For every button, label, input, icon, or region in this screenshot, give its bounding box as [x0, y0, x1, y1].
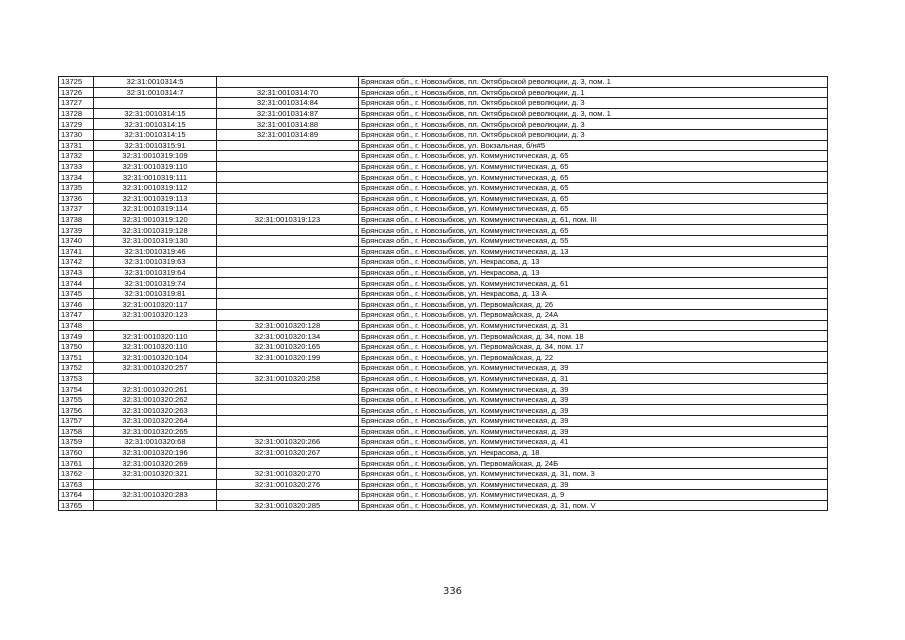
cadastral-number-cell: 32:31:0010314:15	[94, 129, 217, 140]
row-number-cell: 13752	[59, 363, 94, 374]
address-cell: Брянская обл., г. Новозыбков, ул. Коммунистическая, д. 39	[359, 384, 828, 395]
address-cell: Брянская обл., г. Новозыбков, ул. Коммунистическая, д. 61	[359, 278, 828, 289]
related-cadastral-number-cell: 32:31:0010319:123	[217, 214, 359, 225]
address-cell: Брянская обл., г. Новозыбков, ул. Первомайская, д. 34, пом. 17	[359, 341, 828, 352]
related-cadastral-number-cell	[217, 77, 359, 88]
row-number-cell: 13749	[59, 331, 94, 342]
cadastral-number-cell: 32:31:0010314:15	[94, 119, 217, 130]
address-cell: Брянская обл., г. Новозыбков, ул. Коммунистическая, д. 65	[359, 161, 828, 172]
related-cadastral-number-cell: 32:31:0010314:89	[217, 129, 359, 140]
related-cadastral-number-cell	[217, 490, 359, 501]
cadastral-number-cell: 32:31:0010319:110	[94, 161, 217, 172]
related-cadastral-number-cell	[217, 140, 359, 151]
related-cadastral-number-cell: 32:31:0010320:266	[217, 437, 359, 448]
related-cadastral-number-cell: 32:31:0010320:165	[217, 341, 359, 352]
address-cell: Брянская обл., г. Новозыбков, ул. Коммунистическая, д. 65	[359, 225, 828, 236]
cadastral-number-cell: 32:31:0010314:5	[94, 77, 217, 88]
related-cadastral-number-cell	[217, 288, 359, 299]
table-row	[59, 246, 828, 257]
related-cadastral-number-cell	[217, 267, 359, 278]
related-cadastral-number-cell	[217, 405, 359, 416]
address-cell: Брянская обл., г. Новозыбков, ул. Коммунистическая, д. 55	[359, 235, 828, 246]
row-number-cell: 13751	[59, 352, 94, 363]
cadastral-number-cell: 32:31:0010320:263	[94, 405, 217, 416]
cadastral-number-cell: 32:31:0010320:265	[94, 426, 217, 437]
row-number-cell: 13729	[59, 119, 94, 130]
related-cadastral-number-cell: 32:31:0010320:285	[217, 500, 359, 511]
cadastral-number-cell: 32:31:0010319:46	[94, 246, 217, 257]
address-cell: Брянская обл., г. Новозыбков, ул. Первомайская, д. 26	[359, 299, 828, 310]
table-row	[59, 140, 828, 151]
row-number-cell: 13735	[59, 182, 94, 193]
address-cell: Брянская обл., г. Новозыбков, ул. Некрасова, д. 13	[359, 267, 828, 278]
table-row	[59, 119, 828, 130]
related-cadastral-number-cell: 32:31:0010320:267	[217, 447, 359, 458]
table-row	[59, 288, 828, 299]
table-row	[59, 310, 828, 321]
table-row	[59, 500, 828, 511]
table-row	[59, 416, 828, 427]
row-number-cell: 13763	[59, 479, 94, 490]
related-cadastral-number-cell: 32:31:0010320:128	[217, 320, 359, 331]
address-cell: Брянская обл., г. Новозыбков, пл. Октябрьской революции, д. 3, пом. 1	[359, 77, 828, 88]
row-number-cell: 13734	[59, 172, 94, 183]
cadastral-number-cell: 32:31:0010315:91	[94, 140, 217, 151]
row-number-cell: 13747	[59, 310, 94, 321]
cadastral-number-cell: 32:31:0010319:81	[94, 288, 217, 299]
row-number-cell: 13757	[59, 416, 94, 427]
address-cell: Брянская обл., г. Новозыбков, ул. Коммунистическая, д. 13	[359, 246, 828, 257]
cadastral-number-cell: 32:31:0010319:74	[94, 278, 217, 289]
row-number-cell: 13761	[59, 458, 94, 469]
cadastral-number-cell: 32:31:0010320:269	[94, 458, 217, 469]
related-cadastral-number-cell	[217, 235, 359, 246]
related-cadastral-number-cell	[217, 363, 359, 374]
cadastral-number-cell: 32:31:0010320:110	[94, 331, 217, 342]
cadastral-number-cell	[94, 500, 217, 511]
table-row	[59, 87, 828, 98]
related-cadastral-number-cell	[217, 458, 359, 469]
address-cell: Брянская обл., г. Новозыбков, пл. Октябрьской революции, д. 3	[359, 129, 828, 140]
related-cadastral-number-cell: 32:31:0010314:87	[217, 108, 359, 119]
address-cell: Брянская обл., г. Новозыбков, ул. Коммунистическая, д. 39	[359, 405, 828, 416]
table-row	[59, 341, 828, 352]
row-number-cell: 13764	[59, 490, 94, 501]
table-row	[59, 468, 828, 479]
row-number-cell: 13753	[59, 373, 94, 384]
page-number: 336	[442, 586, 463, 597]
address-cell: Брянская обл., г. Новозыбков, ул. Коммунистическая, д. 41	[359, 437, 828, 448]
related-cadastral-number-cell	[217, 172, 359, 183]
address-cell: Брянская обл., г. Новозыбков, ул. Коммунистическая, д. 65	[359, 151, 828, 162]
related-cadastral-number-cell	[217, 426, 359, 437]
table-row	[59, 405, 828, 416]
cadastral-number-cell	[94, 98, 217, 109]
related-cadastral-number-cell: 32:31:0010314:88	[217, 119, 359, 130]
address-cell: Брянская обл., г. Новозыбков, ул. Вокзальная, б/н#5	[359, 140, 828, 151]
table-row	[59, 267, 828, 278]
row-number-cell: 13756	[59, 405, 94, 416]
related-cadastral-number-cell	[217, 246, 359, 257]
row-number-cell: 13758	[59, 426, 94, 437]
table-row	[59, 204, 828, 215]
table-row	[59, 193, 828, 204]
table-row	[59, 278, 828, 289]
cadastral-number-cell: 32:31:0010320:262	[94, 394, 217, 405]
row-number-cell: 13762	[59, 468, 94, 479]
address-cell: Брянская обл., г. Новозыбков, ул. Коммунистическая, д. 39	[359, 416, 828, 427]
cadastral-number-cell: 32:31:0010319:109	[94, 151, 217, 162]
row-number-cell: 13748	[59, 320, 94, 331]
cadastral-number-cell	[94, 320, 217, 331]
cadastral-number-cell: 32:31:0010319:63	[94, 257, 217, 268]
table-row	[59, 373, 828, 384]
related-cadastral-number-cell	[217, 257, 359, 268]
table-row	[59, 129, 828, 140]
related-cadastral-number-cell	[217, 151, 359, 162]
related-cadastral-number-cell	[217, 161, 359, 172]
row-number-cell: 13759	[59, 437, 94, 448]
table-row	[59, 235, 828, 246]
address-cell: Брянская обл., г. Новозыбков, ул. Некрасова, д. 13 А	[359, 288, 828, 299]
address-cell: Брянская обл., г. Новозыбков, пл. Октябрьской революции, д. 1	[359, 87, 828, 98]
address-cell: Брянская обл., г. Новозыбков, пл. Октябрьской революции, д. 3, пом. 1	[359, 108, 828, 119]
address-cell: Брянская обл., г. Новозыбков, ул. Первомайская, д. 24А	[359, 310, 828, 321]
table-row	[59, 320, 828, 331]
cadastral-number-cell: 32:31:0010320:321	[94, 468, 217, 479]
table-row	[59, 172, 828, 183]
registry-table-body	[59, 77, 828, 511]
cadastral-number-cell: 32:31:0010320:264	[94, 416, 217, 427]
address-cell: Брянская обл., г. Новозыбков, ул. Коммунистическая, д. 61, пом. III	[359, 214, 828, 225]
table-row	[59, 437, 828, 448]
row-number-cell: 13732	[59, 151, 94, 162]
cadastral-number-cell: 32:31:0010320:196	[94, 447, 217, 458]
table-row	[59, 299, 828, 310]
cadastral-number-cell: 32:31:0010320:68	[94, 437, 217, 448]
table-row	[59, 490, 828, 501]
address-cell: Брянская обл., г. Новозыбков, ул. Коммунистическая, д. 65	[359, 193, 828, 204]
table-row	[59, 458, 828, 469]
row-number-cell: 13754	[59, 384, 94, 395]
table-row	[59, 151, 828, 162]
table-row	[59, 225, 828, 236]
address-cell: Брянская обл., г. Новозыбков, ул. Коммунистическая, д. 39	[359, 479, 828, 490]
row-number-cell: 13746	[59, 299, 94, 310]
cadastral-number-cell: 32:31:0010320:261	[94, 384, 217, 395]
cadastral-number-cell: 32:31:0010320:117	[94, 299, 217, 310]
related-cadastral-number-cell: 32:31:0010314:70	[217, 87, 359, 98]
registry-table	[58, 76, 828, 511]
cadastral-number-cell: 32:31:0010320:283	[94, 490, 217, 501]
cadastral-number-cell: 32:31:0010320:123	[94, 310, 217, 321]
related-cadastral-number-cell	[217, 225, 359, 236]
table-row	[59, 77, 828, 88]
table-row	[59, 257, 828, 268]
cadastral-number-cell: 32:31:0010319:64	[94, 267, 217, 278]
row-number-cell: 13755	[59, 394, 94, 405]
row-number-cell: 13738	[59, 214, 94, 225]
row-number-cell: 13736	[59, 193, 94, 204]
address-cell: Брянская обл., г. Новозыбков, ул. Коммунистическая, д. 39	[359, 426, 828, 437]
cadastral-number-cell: 32:31:0010319:113	[94, 193, 217, 204]
related-cadastral-number-cell	[217, 193, 359, 204]
address-cell: Брянская обл., г. Новозыбков, ул. Коммунистическая, д. 31	[359, 373, 828, 384]
row-number-cell: 13750	[59, 341, 94, 352]
row-number-cell: 13741	[59, 246, 94, 257]
cadastral-number-cell: 32:31:0010319:128	[94, 225, 217, 236]
cadastral-number-cell: 32:31:0010319:130	[94, 235, 217, 246]
related-cadastral-number-cell	[217, 182, 359, 193]
table-row	[59, 447, 828, 458]
row-number-cell: 13743	[59, 267, 94, 278]
related-cadastral-number-cell: 32:31:0010320:199	[217, 352, 359, 363]
table-row	[59, 182, 828, 193]
related-cadastral-number-cell: 32:31:0010320:258	[217, 373, 359, 384]
table-row	[59, 394, 828, 405]
row-number-cell: 13742	[59, 257, 94, 268]
table-row	[59, 161, 828, 172]
address-cell: Брянская обл., г. Новозыбков, ул. Коммунистическая, д. 65	[359, 172, 828, 183]
row-number-cell: 13731	[59, 140, 94, 151]
related-cadastral-number-cell: 32:31:0010320:270	[217, 468, 359, 479]
row-number-cell: 13765	[59, 500, 94, 511]
cadastral-number-cell	[94, 373, 217, 384]
address-cell: Брянская обл., г. Новозыбков, ул. Коммунистическая, д. 31, пом. V	[359, 500, 828, 511]
table-row	[59, 108, 828, 119]
row-number-cell: 13740	[59, 235, 94, 246]
related-cadastral-number-cell	[217, 394, 359, 405]
row-number-cell: 13728	[59, 108, 94, 119]
row-number-cell: 13760	[59, 447, 94, 458]
address-cell: Брянская обл., г. Новозыбков, ул. Некрасова, д. 13	[359, 257, 828, 268]
address-cell: Брянская обл., г. Новозыбков, пл. Октябрьской революции, д. 3	[359, 98, 828, 109]
cadastral-number-cell: 32:31:0010320:257	[94, 363, 217, 374]
related-cadastral-number-cell	[217, 310, 359, 321]
cadastral-number-cell: 32:31:0010314:15	[94, 108, 217, 119]
cadastral-number-cell: 32:31:0010314:7	[94, 87, 217, 98]
address-cell: Брянская обл., г. Новозыбков, ул. Коммунистическая, д. 9	[359, 490, 828, 501]
related-cadastral-number-cell	[217, 278, 359, 289]
related-cadastral-number-cell	[217, 384, 359, 395]
table-row	[59, 363, 828, 374]
table-row	[59, 426, 828, 437]
row-number-cell: 13745	[59, 288, 94, 299]
row-number-cell: 13739	[59, 225, 94, 236]
address-cell: Брянская обл., г. Новозыбков, ул. Некрасова, д. 18	[359, 447, 828, 458]
table-row	[59, 352, 828, 363]
cadastral-number-cell: 32:31:0010319:112	[94, 182, 217, 193]
cadastral-number-cell: 32:31:0010320:110	[94, 341, 217, 352]
row-number-cell: 13725	[59, 77, 94, 88]
cadastral-number-cell: 32:31:0010319:120	[94, 214, 217, 225]
related-cadastral-number-cell	[217, 204, 359, 215]
address-cell: Брянская обл., г. Новозыбков, ул. Первомайская, д. 34, пом. 18	[359, 331, 828, 342]
cadastral-number-cell: 32:31:0010320:104	[94, 352, 217, 363]
row-number-cell: 13744	[59, 278, 94, 289]
address-cell: Брянская обл., г. Новозыбков, ул. Коммунистическая, д. 31, пом. 3	[359, 468, 828, 479]
related-cadastral-number-cell: 32:31:0010320:134	[217, 331, 359, 342]
cadastral-number-cell	[94, 479, 217, 490]
related-cadastral-number-cell	[217, 299, 359, 310]
table-row	[59, 98, 828, 109]
address-cell: Брянская обл., г. Новозыбков, ул. Коммунистическая, д. 39	[359, 363, 828, 374]
row-number-cell: 13737	[59, 204, 94, 215]
address-cell: Брянская обл., г. Новозыбков, ул. Коммунистическая, д. 39	[359, 394, 828, 405]
address-cell: Брянская обл., г. Новозыбков, ул. Коммунистическая, д. 65	[359, 204, 828, 215]
address-cell: Брянская обл., г. Новозыбков, пл. Октябрьской революции, д. 3	[359, 119, 828, 130]
row-number-cell: 13730	[59, 129, 94, 140]
related-cadastral-number-cell: 32:31:0010320:276	[217, 479, 359, 490]
address-cell: Брянская обл., г. Новозыбков, ул. Первомайская, д. 22	[359, 352, 828, 363]
cadastral-number-cell: 32:31:0010319:114	[94, 204, 217, 215]
address-cell: Брянская обл., г. Новозыбков, ул. Коммунистическая, д. 65	[359, 182, 828, 193]
table-row	[59, 384, 828, 395]
table-row	[59, 331, 828, 342]
table-row	[59, 214, 828, 225]
row-number-cell: 13726	[59, 87, 94, 98]
address-cell: Брянская обл., г. Новозыбков, ул. Коммунистическая, д. 31	[359, 320, 828, 331]
row-number-cell: 13727	[59, 98, 94, 109]
table-row	[59, 479, 828, 490]
cadastral-number-cell: 32:31:0010319:111	[94, 172, 217, 183]
related-cadastral-number-cell: 32:31:0010314:84	[217, 98, 359, 109]
related-cadastral-number-cell	[217, 416, 359, 427]
address-cell: Брянская обл., г. Новозыбков, ул. Первомайская, д. 24Б	[359, 458, 828, 469]
row-number-cell: 13733	[59, 161, 94, 172]
